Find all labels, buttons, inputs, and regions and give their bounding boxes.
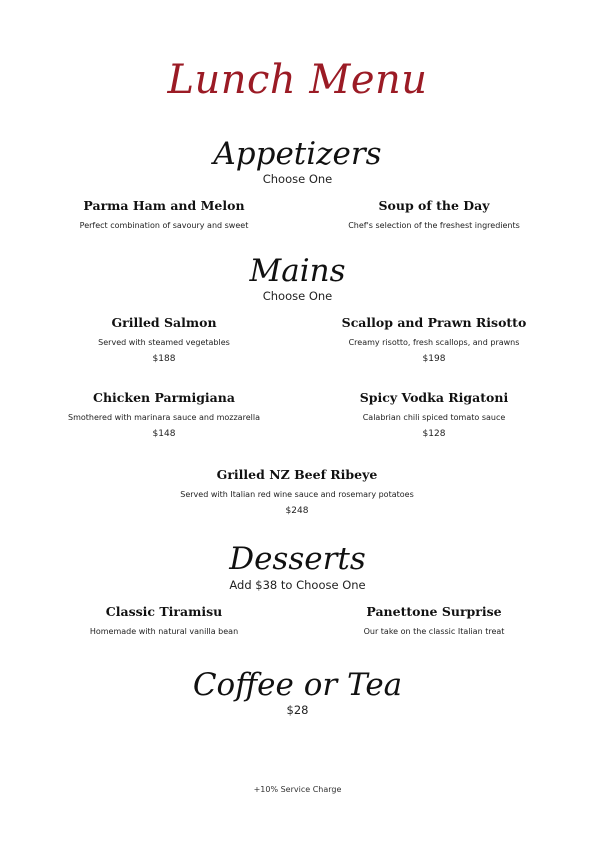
appetizers-heading: Appetizers [213,136,382,172]
dish-name: Chicken Parmigiana [93,390,235,405]
menu-item [324,198,544,231]
menu-item [97,467,497,517]
dish-description: Served with Italian red wine sauce and rosemary potatoes [180,490,414,499]
menu-item [54,315,274,365]
dish-name: Grilled NZ Beef Ribeye [216,467,378,482]
mains-subtitle: Choose One [262,289,333,303]
dish-description: Chef's selection of the freshest ingredients [348,221,520,230]
dish-name: Scallop and Prawn Risotto [341,315,527,330]
menu-item [54,604,274,637]
mains-heading: Mains [249,253,346,289]
dish-name: Parma Ham and Melon [83,198,245,213]
menu-item [324,604,544,637]
menu-title: Lunch Menu [167,57,428,103]
dish-description: Calabrian chili spiced tomato sauce [362,413,506,422]
coffee-heading: Coffee or Tea [192,667,403,703]
dish-description: Creamy risotto, fresh scallops, and prawns [348,338,520,347]
appetizers-subtitle: Choose One [262,172,333,186]
dish-description: Perfect combination of savoury and sweet [79,221,249,230]
dish-price: $148 [152,429,176,439]
dish-price: $198 [422,354,446,364]
service-charge-note: +10% Service Charge [253,785,342,794]
dish-price: $248 [285,506,309,516]
menu-item [324,390,544,440]
dish-name: Spicy Vodka Rigatoni [359,390,509,405]
dish-price: $128 [422,429,446,439]
dish-description: Served with steamed vegetables [98,338,230,347]
dish-description: Smothered with marinara sauce and mozzarella [68,413,260,422]
desserts-heading: Desserts [229,541,366,577]
dish-name: Grilled Salmon [111,315,217,330]
coffee-price: $28 [286,703,309,717]
dish-name: Panettone Surprise [366,604,502,619]
menu-item [54,198,274,231]
dish-price: $188 [152,354,176,364]
menu-item [324,315,544,365]
dish-name: Classic Tiramisu [105,604,223,619]
desserts-subtitle: Add $38 to Choose One [229,578,366,592]
dish-description: Homemade with natural vanilla bean [89,627,239,636]
dish-description: Our take on the classic Italian treat [363,627,505,636]
menu-item [54,390,274,440]
dish-name: Soup of the Day [378,198,490,213]
